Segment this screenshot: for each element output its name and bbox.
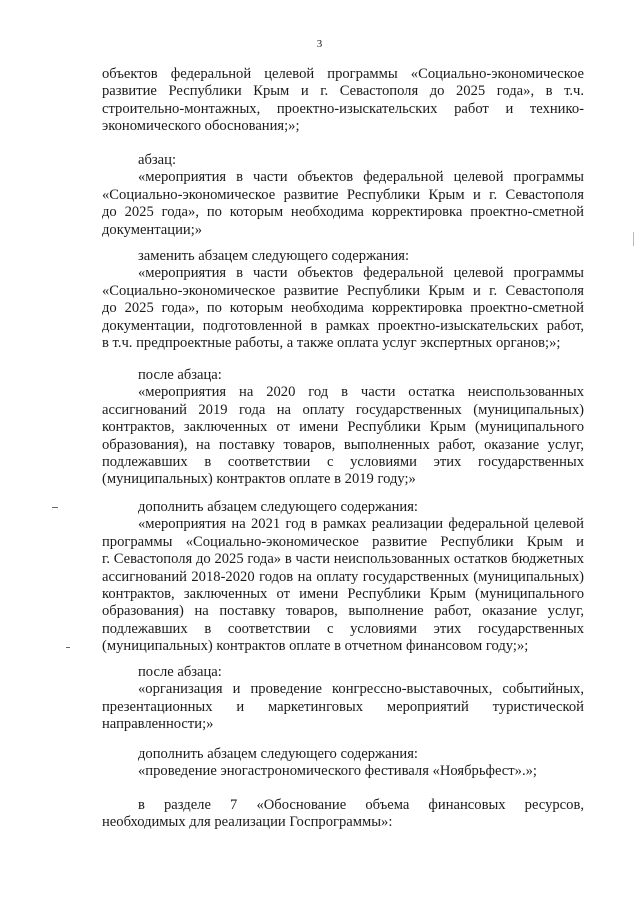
text-line: документации, подготовленной в рамках проектно-изыскательских работ, (102, 317, 584, 334)
paragraph-add-2 (102, 746, 584, 781)
paragraph-add (102, 499, 584, 656)
scan-artifact (66, 647, 70, 648)
text-line: после абзаца: (138, 664, 222, 680)
text-line: дополнить абзацем следующего содержания: (138, 499, 418, 515)
text-line: (муниципальных) контрактов оплате в 2019 году;» (102, 471, 416, 488)
text-line: после абзаца: (138, 367, 222, 383)
text-line: «проведение эногастрономического фестиваля «Ноябрьфест».»; (138, 763, 537, 780)
text-line: контрактов, заключенных от имени Республики Крым (муниципального (102, 585, 584, 602)
text-line: «Социально-экономическое развитие Республики Крым и г. Севастополя (102, 282, 584, 299)
text-line: ассигнований 2018-2020 годов на оплату государственных (муниципальных) (102, 568, 584, 585)
text-line: (муниципальных) контрактов оплате в отчетном финансовом году;»; (102, 638, 529, 655)
paragraph-continuation (102, 66, 584, 136)
text-line: развитие Республики Крым и г. Севастополя до 2025 года», в т.ч. (102, 83, 584, 100)
text-line: в т.ч. предпроектные работы, а также оплата услуг экспертных органов;»; (102, 334, 561, 351)
text-line: строительно-монтажных, проектно-изыскательских работ и технико- (102, 100, 584, 117)
text-line: «организация и проведение конгрессно-выставочных, событийных, (138, 681, 584, 698)
text-line: презентационных и маркетинговых мероприятий туристической (102, 698, 584, 715)
paragraph-section-7 (102, 797, 584, 832)
text-line: ассигнований 2019 года на оплату государственных (муниципальных) (102, 401, 584, 418)
paragraph-replace (102, 248, 584, 352)
paragraph-after (102, 367, 584, 489)
paragraph-abzac (102, 152, 584, 239)
text-line: объектов федеральной целевой программы «Социально-экономическое (102, 66, 584, 82)
text-line: «Социально-экономическое развитие Республики Крым и г. Севастополя (102, 186, 584, 203)
text-line: дополнить абзацем следующего содержания: (138, 746, 418, 762)
text-line: необходимых для реализации Госпрограммы»: (102, 814, 393, 831)
page-number: 3 (316, 38, 323, 50)
text-line: направленности;» (102, 716, 214, 733)
text-line: контрактов, заключенных от имени Республики Крым (муниципального (102, 419, 584, 436)
text-line: до 2025 года», по которым необходима корректировка проектно-сметной (102, 300, 584, 317)
text-line: документации;» (102, 221, 203, 238)
text-line: абзац: (138, 152, 177, 168)
text-line: подлежавших в соответствии с условиями этих государственных (102, 453, 584, 470)
paragraph-after-2 (102, 664, 584, 734)
text-line: подлежавших в соответствии с условиями этих государственных (102, 620, 584, 637)
text-line: программы «Социально-экономическое развитие Республики Крым и (102, 533, 584, 550)
scan-artifact (633, 232, 634, 246)
text-line: до 2025 года», по которым необходима корректировка проектно-сметной (102, 204, 584, 221)
text-line: «мероприятия на 2021 год в рамках реализации федеральной целевой (138, 516, 584, 533)
text-line: образования), на поставку товаров, выполненных работ, оказание услуг, (102, 436, 584, 453)
text-line: в разделе 7 «Обоснование объема финансовых ресурсов, (138, 797, 584, 813)
text-line: образования) на поставку товаров, выполнение работ, оказание услуг, (102, 603, 584, 620)
text-line: «мероприятия в части объектов федеральной целевой программы (138, 169, 584, 186)
text-line: г. Севастополя до 2025 года» в части неиспользованных остатков бюджетных (102, 551, 584, 568)
text-line: «мероприятия в части объектов федеральной целевой программы (138, 265, 584, 282)
text-line: экономического обоснования;»; (102, 118, 300, 135)
text-line: заменить абзацем следующего содержания: (138, 248, 410, 264)
text-line: «мероприятия на 2020 год в части остатка неиспользованных (138, 384, 584, 401)
scan-artifact (52, 507, 58, 508)
